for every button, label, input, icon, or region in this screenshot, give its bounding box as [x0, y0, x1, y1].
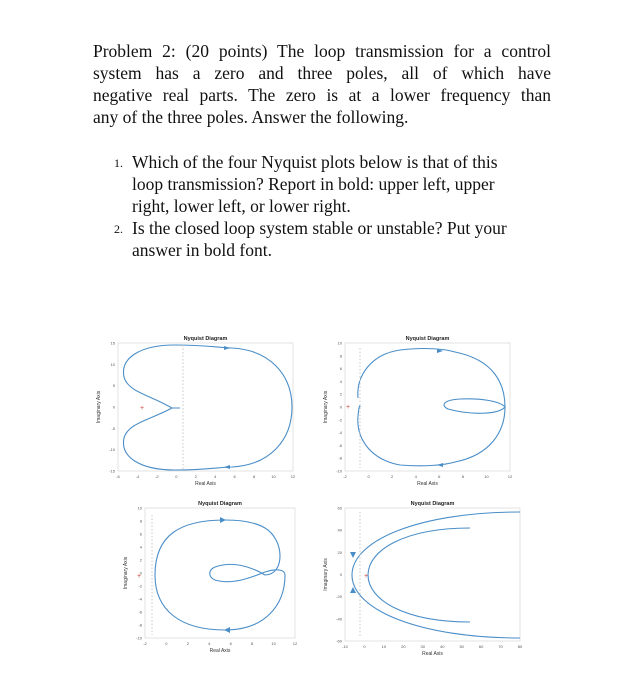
nyquist-curve-upper-right [358, 349, 505, 466]
x-tick-label: 40 [439, 644, 445, 649]
x-tick-label: 8 [251, 641, 254, 646]
critical-point-marker: + [346, 404, 351, 411]
x-tick-label: 6 [229, 641, 232, 646]
y-tick-label: 2 [139, 557, 142, 563]
plot-title: Nyquist Diagram [410, 501, 455, 507]
y-tick-label: 60 [337, 505, 342, 511]
x-tick-label: 50 [459, 644, 464, 649]
y-tick-label: 0 [139, 570, 142, 576]
question-line: answer in bold font. [132, 240, 272, 260]
nyquist-curve-lower-left [155, 520, 285, 630]
nyquist-curve-lower-right [352, 512, 520, 638]
y-tick-label: 10 [110, 361, 115, 367]
x-axis-label: Real Axis [209, 648, 231, 654]
y-tick-label: -8 [138, 622, 142, 628]
x-tick-label: -2 [155, 474, 159, 479]
y-tick-label: -20 [336, 594, 342, 600]
x-tick-label: 10 [381, 644, 387, 649]
x-tick-label: 0 [175, 474, 178, 479]
y-tick-label: 20 [337, 549, 342, 555]
x-tick-label: 4 [414, 474, 417, 479]
y-tick-label: 15 [110, 340, 115, 346]
y-tick-label: -2 [138, 583, 142, 589]
y-tick-label: 40 [337, 527, 342, 533]
nyquist-curve-lower-right-inner [368, 528, 470, 622]
y-tick-label: -4 [138, 596, 142, 602]
y-tick-label: 0 [339, 572, 342, 577]
y-tick-label: 5 [112, 383, 115, 389]
x-tick-label: 10 [484, 474, 489, 479]
x-tick-label: 4 [208, 641, 211, 646]
x-tick-label: 10 [271, 474, 276, 479]
question-number: 2. [114, 222, 123, 236]
x-tick-label: 0 [363, 644, 366, 649]
y-tick-label: 10 [137, 505, 142, 511]
x-tick-label: 0 [165, 641, 168, 646]
problem-line: Problem 2: (20 points) The loop transmission for a control [93, 41, 551, 61]
problem-line: system has a zero and three poles, all of which have [93, 63, 551, 83]
y-tick-label: -15 [109, 468, 115, 474]
y-tick-label: 0 [112, 404, 115, 410]
y-tick-label: 10 [337, 340, 342, 346]
plot-title: Nyquist Diagram [198, 501, 242, 507]
question-line: Which of the four Nyquist plots below is that of this [132, 152, 498, 172]
x-tick-label: 0 [367, 474, 370, 479]
y-tick-label: 8 [139, 518, 142, 524]
y-tick-label: -40 [336, 616, 342, 622]
direction-arrow [437, 463, 443, 467]
y-axis-label: Imaginary Axis [323, 390, 329, 424]
plot-title: Nyquist Diagram [405, 336, 450, 342]
critical-point-marker: + [140, 405, 145, 412]
x-tick-label: 12 [507, 474, 513, 479]
critical-point-marker: + [137, 573, 142, 580]
y-tick-label: -4 [338, 430, 342, 436]
x-tick-label: -2 [343, 474, 347, 479]
x-tick-label: -6 [116, 474, 120, 479]
plot-frame [345, 343, 510, 471]
plot-title: Nyquist Diagram [183, 336, 228, 342]
y-tick-label: 0 [339, 404, 342, 410]
x-tick-label: 12 [290, 474, 296, 479]
question-line: Is the closed loop system stable or unstable? Put your [132, 218, 507, 238]
x-tick-label: 2 [391, 474, 394, 479]
y-tick-label: -10 [109, 447, 115, 453]
problem-line: negative real parts. The zero is at a lower frequency than [93, 85, 551, 105]
x-axis-label: Real Axis [417, 481, 438, 487]
x-tick-label: 30 [420, 644, 426, 649]
y-axis-label: Imaginary Axis [123, 556, 129, 590]
x-tick-label: -10 [342, 644, 348, 649]
x-tick-label: 4 [214, 474, 217, 479]
y-tick-label: -5 [111, 425, 115, 431]
question-line: loop transmission? Report in bold: upper left, upper [132, 174, 495, 194]
x-tick-label: 60 [478, 644, 484, 649]
x-tick-label: 6 [438, 474, 441, 479]
x-tick-label: 70 [498, 644, 503, 649]
x-tick-label: 8 [461, 474, 464, 479]
x-tick-label: 10 [271, 641, 276, 646]
y-tick-label: -6 [138, 609, 142, 615]
y-axis-label: Imaginary Axis [323, 558, 329, 591]
y-tick-label: -6 [338, 442, 342, 448]
plot-frame [118, 343, 293, 471]
direction-arrow [224, 465, 230, 469]
x-tick-label: -4 [135, 474, 140, 479]
x-tick-label: 80 [517, 644, 523, 649]
y-tick-label: 8 [339, 353, 342, 359]
problem-line: any of the three poles. Answer the following. [93, 107, 409, 127]
y-axis-label: Imaginary Axis [96, 390, 102, 424]
x-tick-label: 20 [401, 644, 406, 649]
y-tick-label: 6 [339, 366, 342, 372]
direction-arrow [350, 552, 356, 558]
nyquist-curve-upper-left [123, 345, 292, 470]
y-tick-label: -60 [336, 638, 342, 644]
y-tick-label: -10 [136, 635, 142, 641]
x-tick-label: 6 [233, 474, 236, 479]
x-axis-label: Real Axis [422, 651, 443, 657]
x-tick-label: 12 [292, 641, 298, 646]
question-number: 1. [114, 156, 123, 170]
x-axis-label: Real Axis [195, 481, 216, 487]
x-tick-label: -2 [143, 641, 147, 646]
direction-arrow [224, 627, 230, 633]
y-tick-label: 6 [139, 531, 142, 537]
x-tick-label: 2 [194, 474, 197, 479]
direction-arrow [224, 346, 230, 350]
direction-arrow [220, 517, 226, 523]
y-tick-label: 4 [139, 544, 142, 550]
y-tick-label: 2 [339, 391, 342, 397]
x-tick-label: 2 [186, 641, 189, 646]
y-tick-label: -8 [338, 455, 342, 461]
y-tick-label: -2 [338, 417, 342, 423]
critical-point-marker: + [364, 573, 369, 580]
y-tick-label: -10 [336, 468, 342, 474]
question-line: right, lower left, or lower right. [132, 196, 351, 216]
plot-frame [345, 508, 520, 641]
y-tick-label: 4 [339, 378, 342, 384]
x-tick-label: 8 [252, 474, 256, 479]
